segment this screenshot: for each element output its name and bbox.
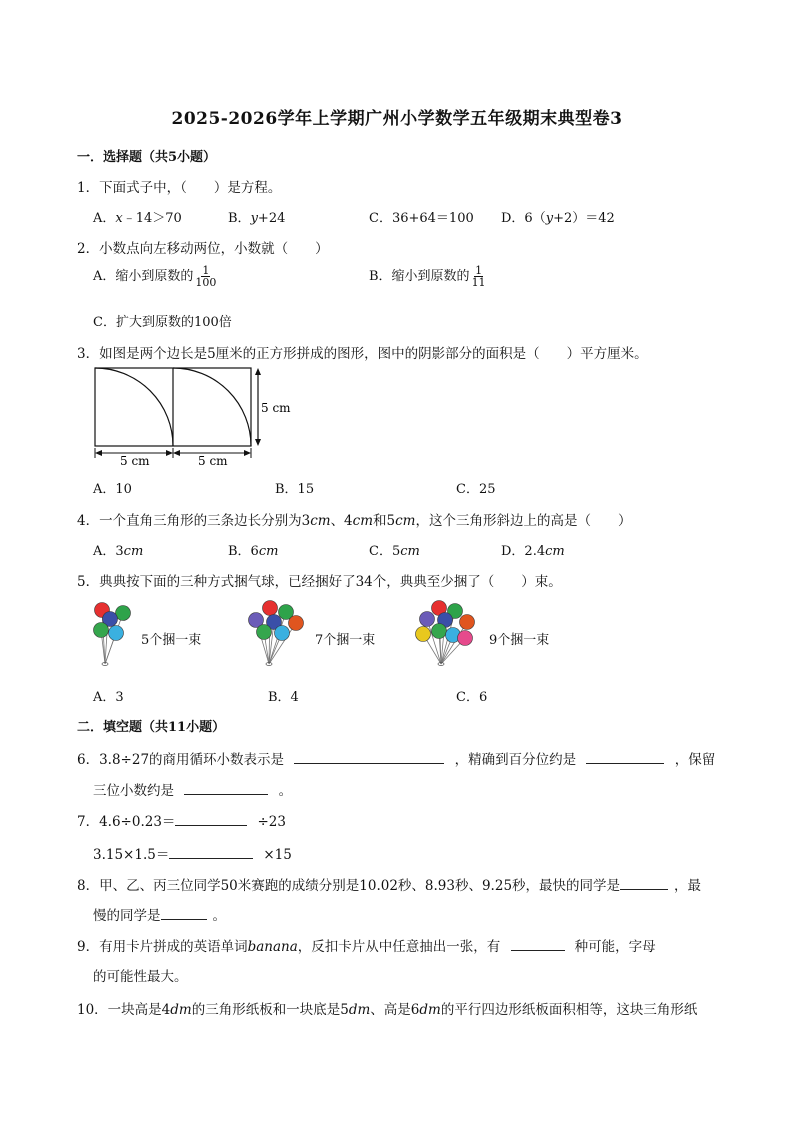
quarter-arc-left [95, 368, 173, 446]
arrow-right-2 [244, 450, 251, 456]
page-title: 2025-2026学年上学期广州小学数学五年级期末典型卷3 [171, 109, 623, 129]
question-3-option-c: C．25 [456, 482, 496, 497]
question-6-line-2: 三位小数约是 。 [93, 779, 292, 799]
question-2-option-a: A．缩小到原数的 $\frac{1}{100}$ [93, 264, 217, 289]
answer-blank[interactable] [586, 749, 664, 764]
balloon-bunch-5-icon [88, 598, 138, 668]
question-7-line-2: 3.15×1.5＝ ×15 [93, 843, 292, 863]
answer-blank[interactable] [620, 875, 668, 890]
balloon-label-5: 5个捆一束 [141, 633, 202, 648]
question-4-option-b: B．6cm [228, 544, 279, 559]
balloon-label-7: 7个捆一束 [315, 633, 376, 648]
question-2-option-c: C．扩大到原数的100倍 [93, 315, 232, 330]
arrow-down [255, 439, 261, 446]
fraction: $\frac{1}{11}$ [471, 264, 486, 289]
question-8-line-1: 8．甲、乙、丙三位同学50米赛跑的成绩分别是10.02秒、8.93秒、9.25秒，最快的同学是 ，最 [77, 874, 701, 894]
answer-blank[interactable] [184, 780, 268, 795]
two-squares-figure [90, 364, 300, 468]
question-7-line-1: 7．4.6÷0.23＝ ÷23 [77, 810, 286, 830]
question-4-option-c: C．5cm [369, 544, 420, 559]
answer-blank[interactable] [511, 936, 565, 951]
question-3-stem: 3．如图是两个边长是5厘米的正方形拼成的图形，图中的阴影部分的面积是（ ）平方厘米。 [77, 346, 648, 362]
balloon-bunch-7-icon [244, 598, 308, 668]
question-5-option-b: B．4 [268, 690, 299, 705]
question-9-line-2: 的可能性最大。 [93, 969, 188, 985]
fraction: $\frac{1}{100}$ [195, 264, 217, 289]
section-heading-choice: 一．选择题（共5小题） [77, 150, 217, 165]
question-2-option-b: B．缩小到原数的 $\frac{1}{11}$ [369, 264, 486, 289]
question-8-line-2: 慢的同学是 。 [93, 904, 226, 924]
balloon-bunch-9-icon [413, 598, 479, 668]
question-4-option-a: A．3cm [93, 544, 144, 559]
question-2-stem: 2．小数点向左移动两位，小数就（ ） [77, 241, 329, 257]
arrow-up [255, 368, 261, 375]
arrow-left-2 [173, 450, 180, 456]
question-1-option-b: B．y+24 [228, 211, 286, 226]
question-5-option-c: C．6 [456, 690, 488, 705]
question-4-stem: 4．一个直角三角形的三条边长分别为3cm、4cm和5cm，这个三角形斜边上的高是（ ） [77, 513, 632, 529]
dimension-label-width-1: 5 cm [120, 454, 150, 468]
arrow-right-1 [166, 450, 173, 456]
question-1-stem: 1．下面式子中，（ ）是方程。 [77, 180, 282, 196]
answer-blank[interactable] [175, 811, 247, 826]
question-5-option-a: A．3 [93, 690, 124, 705]
arrow-left-1 [95, 450, 102, 456]
answer-blank[interactable] [169, 844, 253, 859]
question-6-line-1: 6．3.8÷27的商用循环小数表示是 ，精确到百分位约是 ，保留 [77, 748, 715, 768]
dimension-label-width-2: 5 cm [198, 454, 228, 468]
question-1-option-a: A．x﹣14＞70 [93, 211, 182, 226]
balloon-label-9: 9个捆一束 [489, 633, 550, 648]
question-3-option-b: B．15 [275, 482, 315, 497]
question-3-option-a: A．10 [93, 482, 132, 497]
question-10-line-1: 10．一块高是4dm的三角形纸板和一块底是5dm、高是6dm的平行四边形纸板面积相等，这块三角形纸 [77, 1002, 698, 1018]
quarter-arc-right [173, 368, 251, 446]
section-heading-fill: 二．填空题（共11小题） [77, 720, 226, 735]
question-9-line-1: 9．有用卡片拼成的英语单词banana，反扣卡片从中任意抽出一张，有 种可能，字母 [77, 935, 656, 955]
answer-blank[interactable] [161, 905, 207, 920]
question-1-option-d: D．6（y+2）＝42 [501, 211, 615, 226]
question-4-option-d: D．2.4cm [501, 544, 565, 559]
question-1-option-c: C．36+64＝100 [369, 211, 474, 226]
question-5-stem: 5．典典按下面的三种方式捆气球，已经捆好了34个，典典至少捆了（ ）束。 [77, 574, 562, 590]
dimension-label-height: 5 cm [261, 401, 291, 415]
answer-blank[interactable] [294, 749, 444, 764]
